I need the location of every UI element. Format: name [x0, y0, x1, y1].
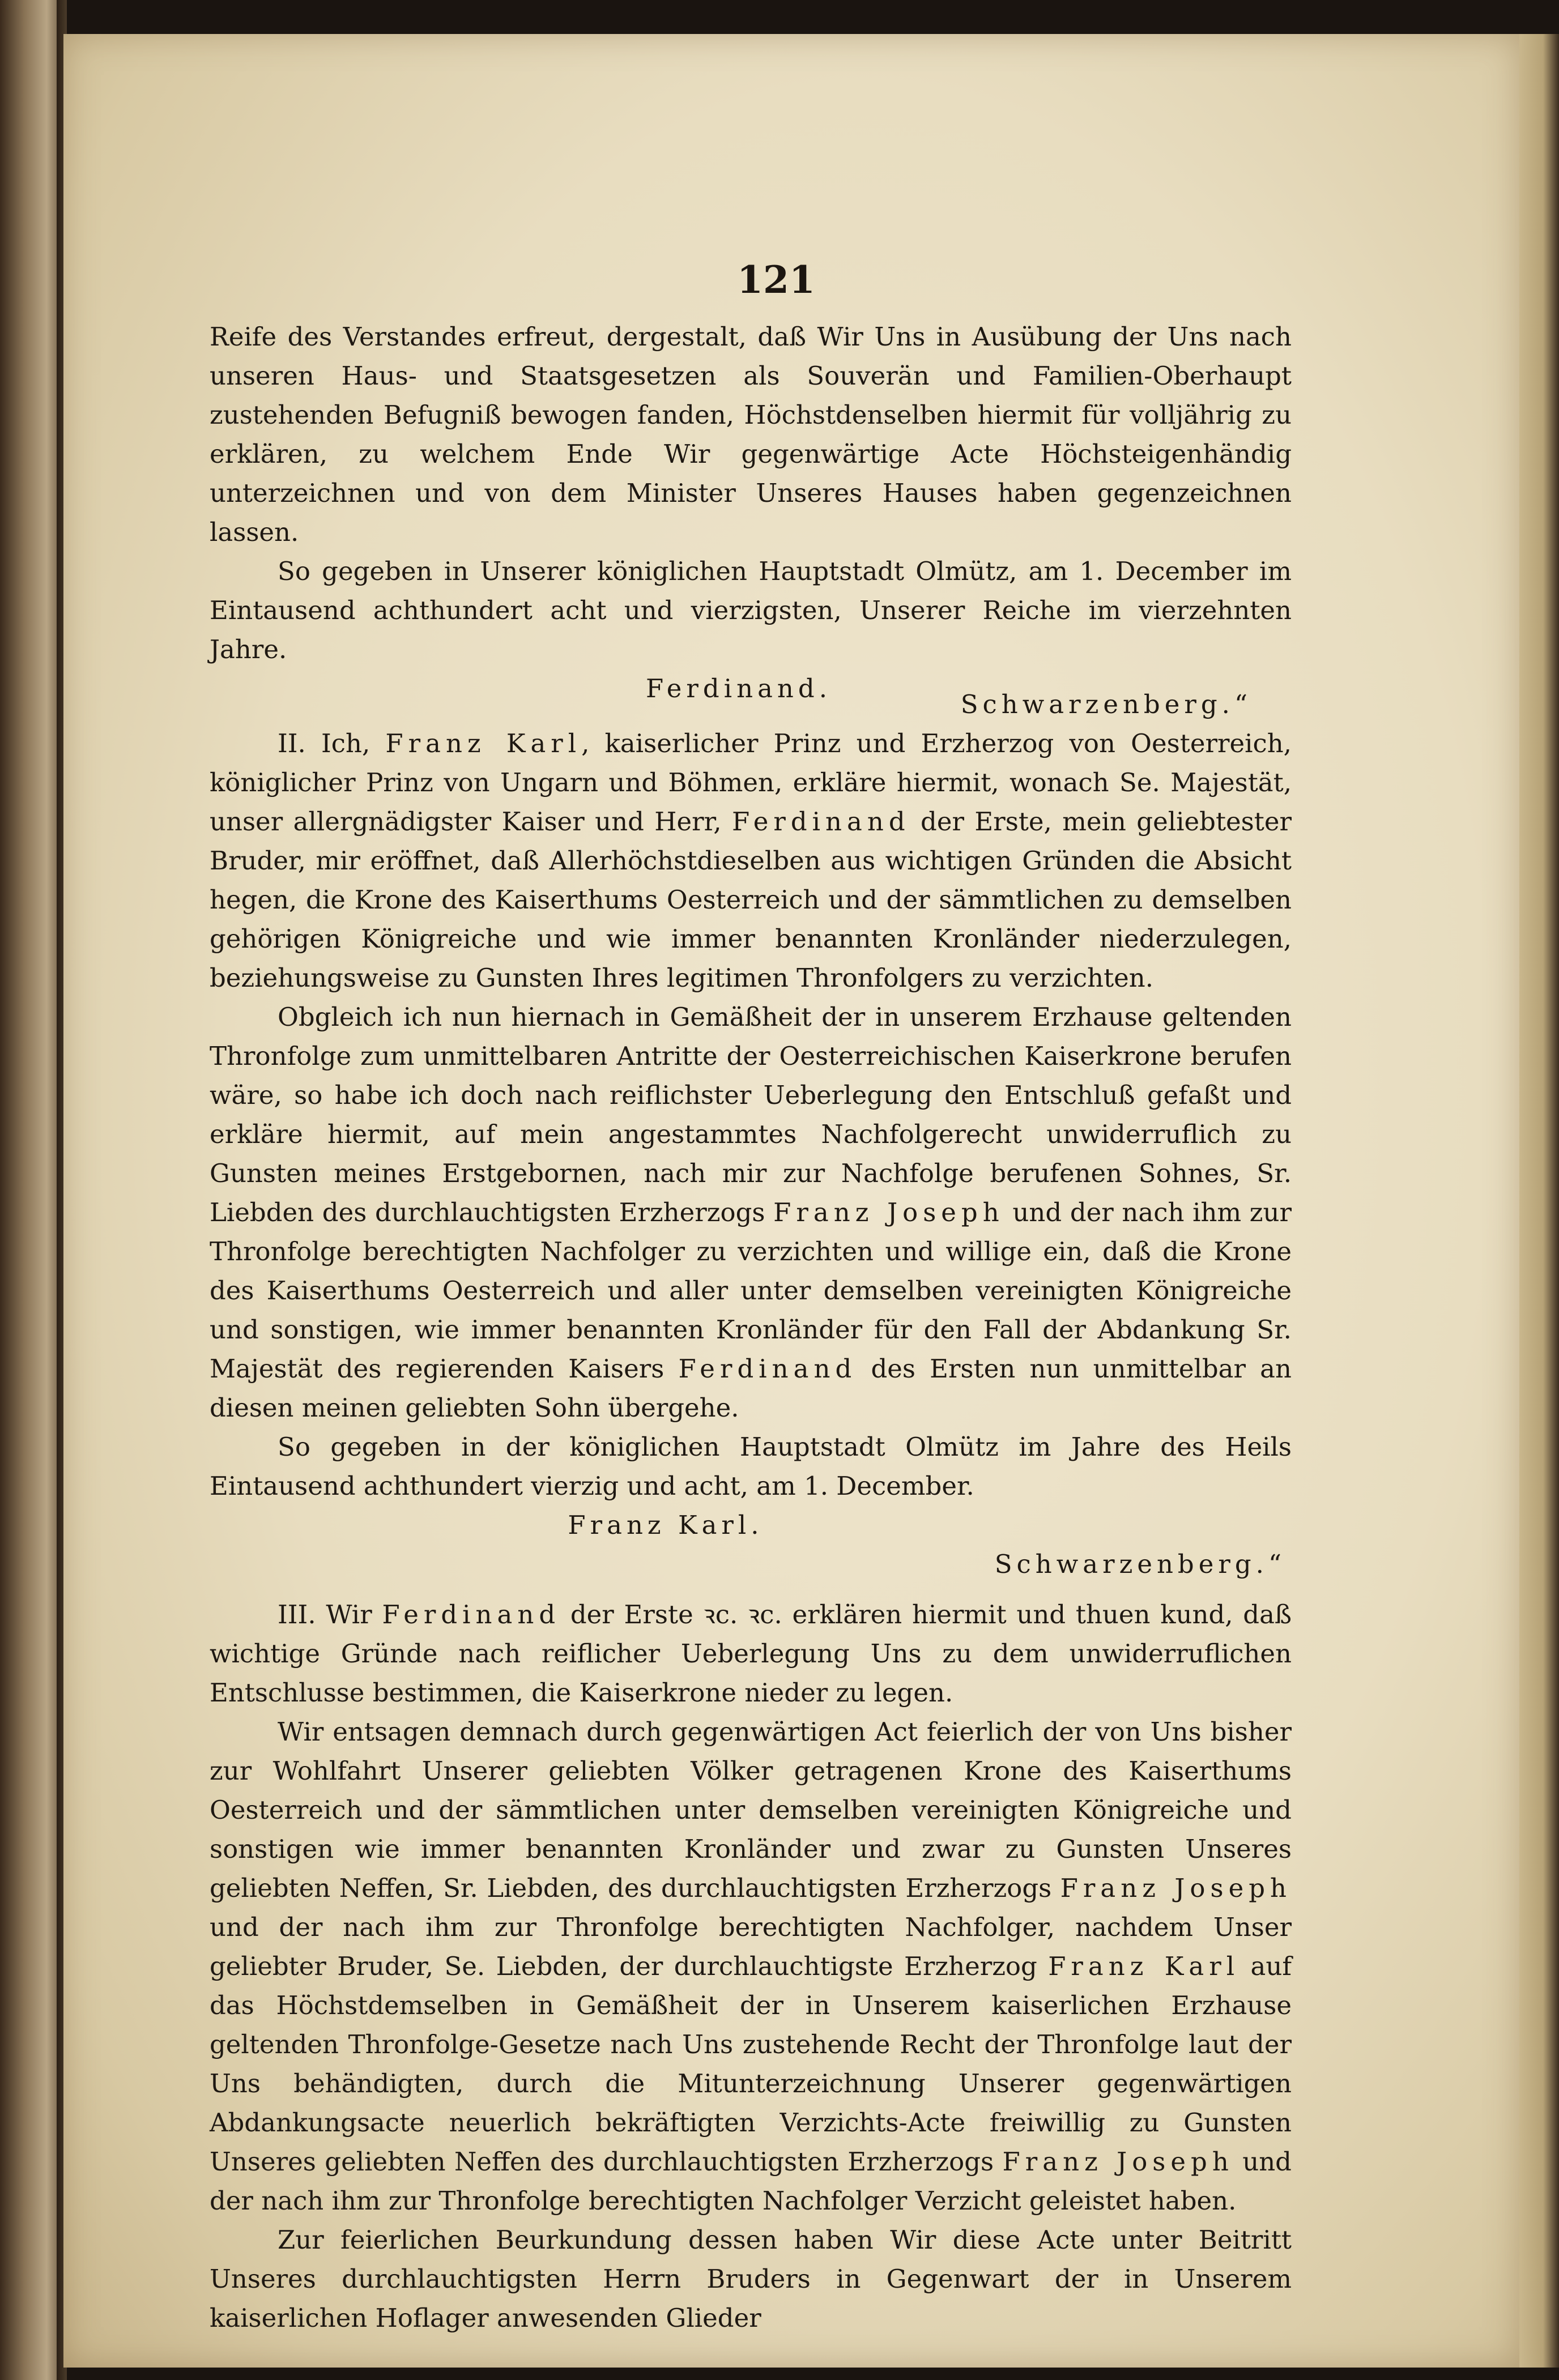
- paragraph-6: [210, 1595, 1292, 1712]
- paragraph-3: [210, 724, 1292, 997]
- left-page-edge: [0, 0, 62, 2380]
- paragraph-4-text-c: des Ersten nun unmittelbar an diesen meinen geliebten Sohn übergehe.: [210, 1354, 1292, 1423]
- page-right-edge: [1519, 34, 1559, 2368]
- paragraph-7-text-b: und der nach ihm zur Thronfolge berechtigten Nachfolger, nachdem Unser geliebter Bruder, Se. Liebden, der durchlauchtigste Erzherzog: [210, 1912, 1292, 1981]
- signature-block-1: [210, 669, 1292, 719]
- paragraph-7: [210, 1712, 1292, 2220]
- name-franz-joseph: Franz Joseph: [1002, 2147, 1234, 2177]
- paragraph-6-text: der Erste ꝛc. ꝛc. erklären hiermit und thuen kund, daß wichtige Gründe nach reiflicher Ueberlegung Uns zu dem unwiderruflichen Entschlusse bestimmen, die Kaiserkrone nieder zu legen.: [210, 1600, 1292, 1708]
- paragraph-4: [210, 997, 1292, 1427]
- section-prefix-iii: III. Wir: [278, 1600, 382, 1630]
- name-ferdinand: Ferdinand: [678, 1354, 857, 1384]
- paragraph-8: Zur feierlichen Beurkundung dessen haben Wir diese Acte unter Beitritt Unseres durchlauchtigsten Herrn Bruders in Gegenwart der in Unserem kaiserlichen Hoflager anwesenden Glieder: [210, 2225, 1292, 2333]
- paragraph-2: So gegeben in Unserer königlichen Hauptstadt Olmütz, am 1. December im Eintausend achthundert acht und vierzigsten, Unserer Reiche im vierzehnten Jahre.: [210, 556, 1292, 664]
- page-number: 121: [737, 258, 815, 302]
- paragraph-3-text-a: , kaiserlicher Prinz und Erzherzog von Oesterreich, königlicher Prinz von Ungarn und Böhmen, erkläre hiermit, wonach Se. Majestät, unser allergnädigster Kaiser und Herr,: [210, 728, 1292, 837]
- name-franz-karl: Franz Karl: [385, 728, 582, 758]
- section-prefix-ii: II. Ich,: [278, 728, 386, 758]
- paragraph-3-text-b: der Erste, mein geliebtester Bruder, mir eröffnet, daß Allerhöchstdieselben aus wichtigen Gründen die Absicht hegen, die Krone des Kaiserthums Oesterreich und der sämmtlichen zu demselben gehörigen Königreiche und wie immer benannten Kronländer niederzulegen, beziehungsweise zu Gunsten Ihres legitimen Thronfolgers zu verzichten.: [210, 807, 1292, 993]
- signature-schwarzenberg-1: Schwarzenberg.“: [960, 689, 1252, 719]
- paragraph-7-text-a: Wir entsagen demnach durch gegenwärtigen Act feierlich der von Uns bisher zur Wohlfahrt Unserer geliebten Völker getragenen Krone des Kaiserthums Oesterreich und der sämmtlichen unter demselben vereinigten Königreiche und sonstigen wie immer benannten Kronländer und zwar zu Gunsten Unseres geliebten Neffen, Sr. Liebden, des durchlauchtigsten Erzherzogs: [210, 1717, 1292, 1903]
- paragraph-7-text-d: und der nach ihm zur Thronfolge berechtigten Nachfolger Verzicht geleistet haben.: [210, 2147, 1292, 2216]
- signature-ferdinand: Ferdinand.: [646, 673, 832, 703]
- paragraph-4-text-b: und der nach ihm zur Thronfolge berechtigten Nachfolger zu verzichten und willige ein, daß die Krone des Kaiserthums Oesterreich und aller unter demselben vereinigten Königreiche und sonstigen, wie immer benannten Kronländer für den Fall der Abdankung Sr. Majestät des regierenden Kaisers: [210, 1197, 1292, 1384]
- name-franz-joseph: Franz Joseph: [773, 1197, 1004, 1227]
- name-franz-karl: Franz Karl: [1048, 1951, 1240, 1981]
- name-ferdinand: Ferdinand: [731, 807, 910, 837]
- name-ferdinand: Ferdinand: [382, 1600, 561, 1630]
- signature-schwarzenberg-2: Schwarzenberg.“: [994, 1549, 1286, 1579]
- paragraph-1: Reife des Verstandes erfreut, dergestalt, daß Wir Uns in Ausübung der Uns nach unseren Haus- und Staatsgesetzen als Souverän und Familien-Oberhaupt zustehenden Befugniß bewogen fanden, Höchstdenselben hiermit für volljährig zu erklären, zu welchem Ende Wir gegenwärtige Acte Höchsteigenhändig unterzeichnen und von dem Minister Unseres Hauses haben gegenzeichnen lassen.: [210, 322, 1292, 547]
- signature-franz-karl: Franz Karl.: [568, 1510, 764, 1540]
- paragraph-7-text-c: auf das Höchstdemselben in Gemäßheit der in Unserem kaiserlichen Erzhause geltenden Thronfolge-Gesetze nach Uns zustehende Recht der Thronfolge laut der Uns behändigten, durch die Mitunterzeichnung Unserer gegenwärtigen Abdankungsacte neuerlich bekräftigten Verzichts-Acte freiwillig zu Gunsten Unseres geliebten Neffen des durchlauchtigsten Erzherzogs: [210, 1951, 1292, 2177]
- paragraph-5: So gegeben in der königlichen Hauptstadt Olmütz im Jahre des Heils Eintausend achthundert vierzig und acht, am 1. December.: [210, 1432, 1292, 1501]
- paragraph-4-text-a: Obgleich ich nun hiernach in Gemäßheit der in unserem Erzhause geltenden Thronfolge zum unmittelbaren Antritte der Oesterreichischen Kaiserkrone berufen wäre, so habe ich doch nach reiflichster Ueberlegung den Entschluß gefaßt und erkläre hiermit, auf mein angestammtes Nachfolgerecht unwiderruflich zu Gunsten meines Erstgebornen, nach mir zur Nachfolge berufenen Sohnes, Sr. Liebden des durchlauchtigsten Erzherzogs: [210, 1002, 1292, 1227]
- name-franz-joseph: Franz Joseph: [1060, 1873, 1292, 1903]
- document-body: [210, 317, 1292, 2338]
